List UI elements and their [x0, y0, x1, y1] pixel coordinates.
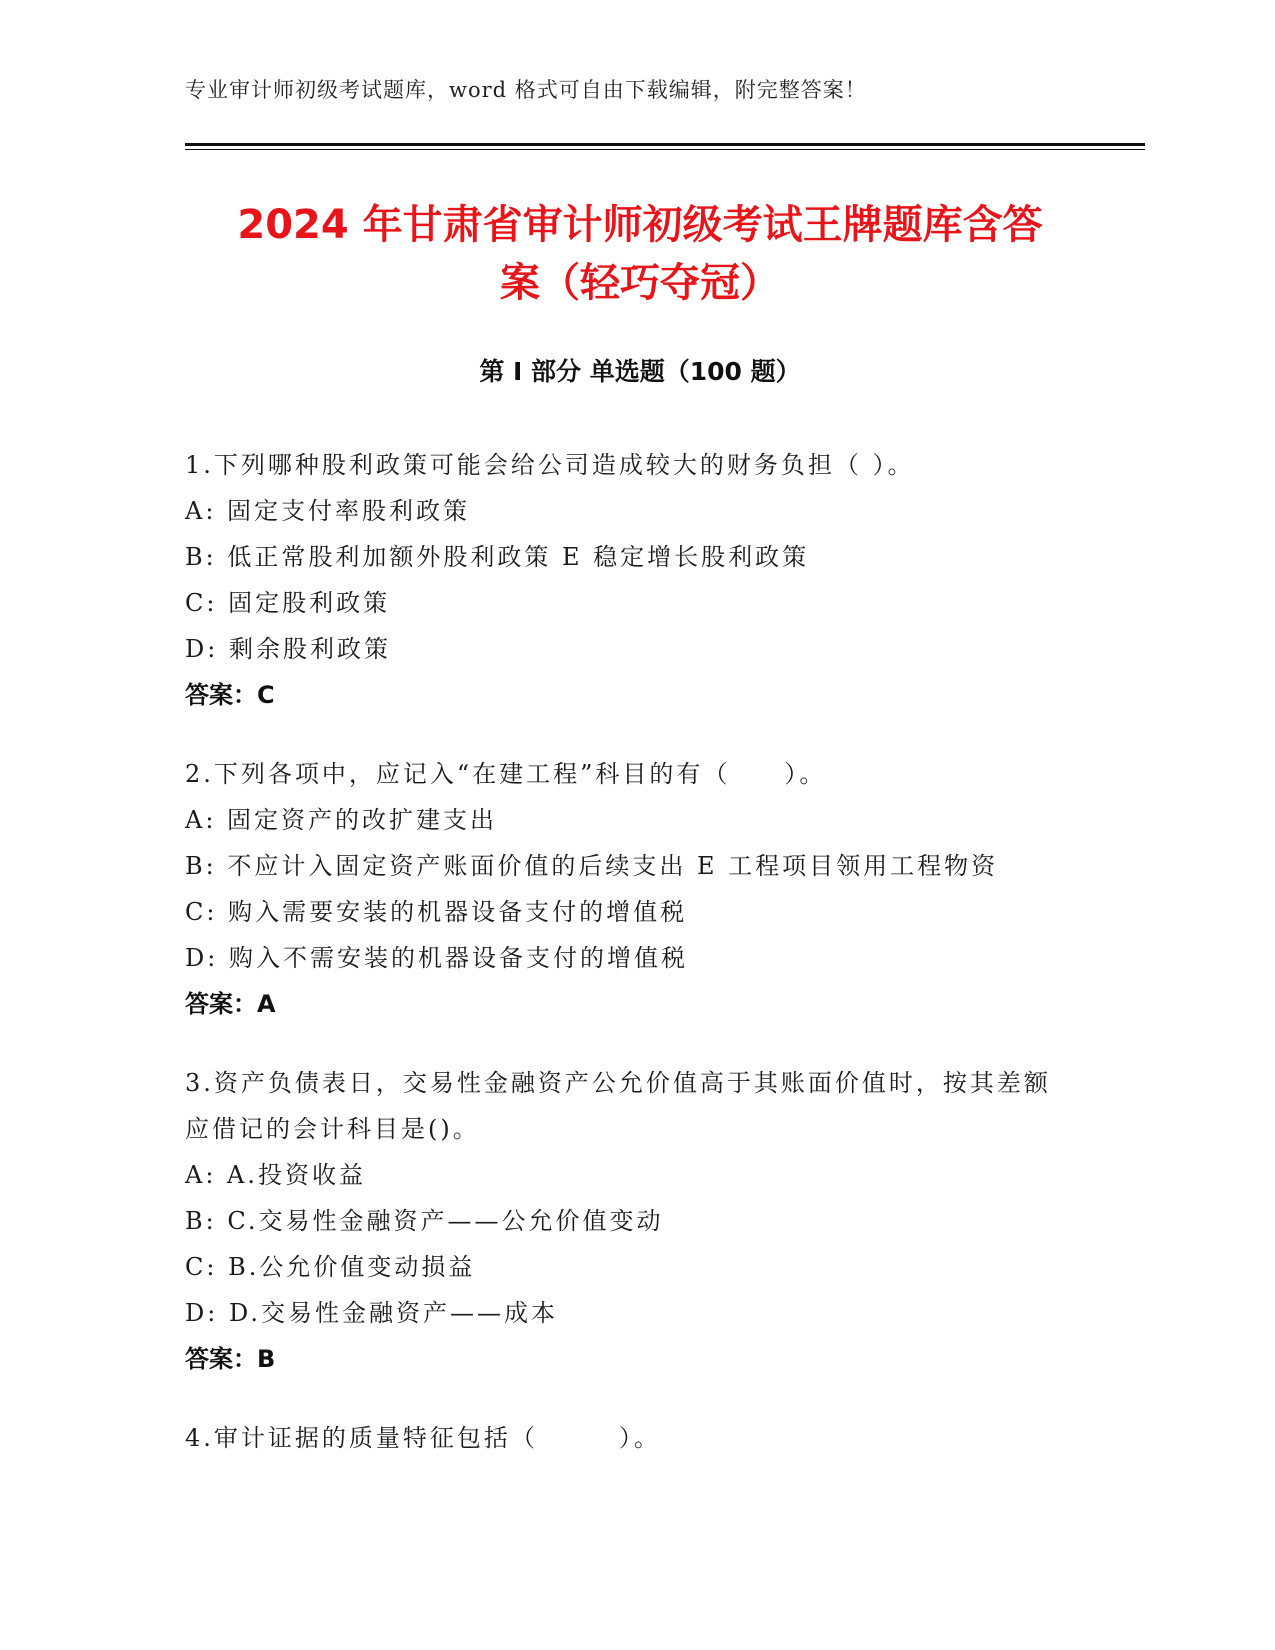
- option-d: D: D.交易性金融资产——成本: [185, 1299, 558, 1327]
- option-b: B: 低正常股利加额外股利政策 E 稳定增长股利政策: [185, 543, 810, 571]
- answer: 答案：C: [185, 681, 275, 709]
- question-1: [185, 442, 1085, 718]
- header-rule-thick: [185, 143, 1145, 146]
- question-3: [185, 1060, 1085, 1382]
- option-a: A: 固定支付率股利政策: [185, 497, 471, 525]
- option-c: C: 购入需要安装的机器设备支付的增值税: [185, 898, 688, 926]
- option-b: B: 不应计入固定资产账面价值的后续支出 E 工程项目领用工程物资: [185, 852, 999, 880]
- question-list: [185, 442, 1085, 1494]
- option-d: D: 剩余股利政策: [185, 635, 391, 663]
- header-rule-thin: [185, 149, 1145, 150]
- option-a: A: A.投资收益: [185, 1161, 367, 1189]
- section-title: 第 I 部分 单选题（100 题）: [479, 357, 801, 386]
- question-stem: 3.资产负债表日，交易性金融资产公允价值高于其账面价值时，按其差额应借记的会计科目是()。: [185, 1069, 1051, 1143]
- header-note: 专业审计师初级考试题库，word 格式可自由下载编辑，附完整答案！: [185, 78, 867, 102]
- question-2: [185, 751, 1085, 1027]
- question-stem: 4.审计证据的质量特征包括（ ）。: [185, 1424, 661, 1452]
- document-title: [185, 196, 1095, 312]
- option-c: C: B.公允价值变动损益: [185, 1253, 476, 1281]
- answer: 答案：B: [185, 1345, 276, 1373]
- question-stem: 2.下列各项中，应记入“在建工程”科目的有（ ）。: [185, 760, 827, 788]
- answer: 答案：A: [185, 990, 276, 1018]
- option-d: D: 购入不需安装的机器设备支付的增值税: [185, 944, 688, 972]
- option-a: A: 固定资产的改扩建支出: [185, 806, 498, 834]
- option-c: C: 固定股利政策: [185, 589, 391, 617]
- document-title-line-2: 案（轻巧夺冠）: [500, 260, 780, 306]
- document-title-line-1: 2024 年甘肃省审计师初级考试王牌题库含答: [237, 202, 1043, 248]
- question-stem: 1.下列哪种股利政策可能会给公司造成较大的财务负担（ ）。: [185, 451, 915, 479]
- question-4: [185, 1415, 1085, 1461]
- option-b: B: C.交易性金融资产——公允价值变动: [185, 1207, 664, 1235]
